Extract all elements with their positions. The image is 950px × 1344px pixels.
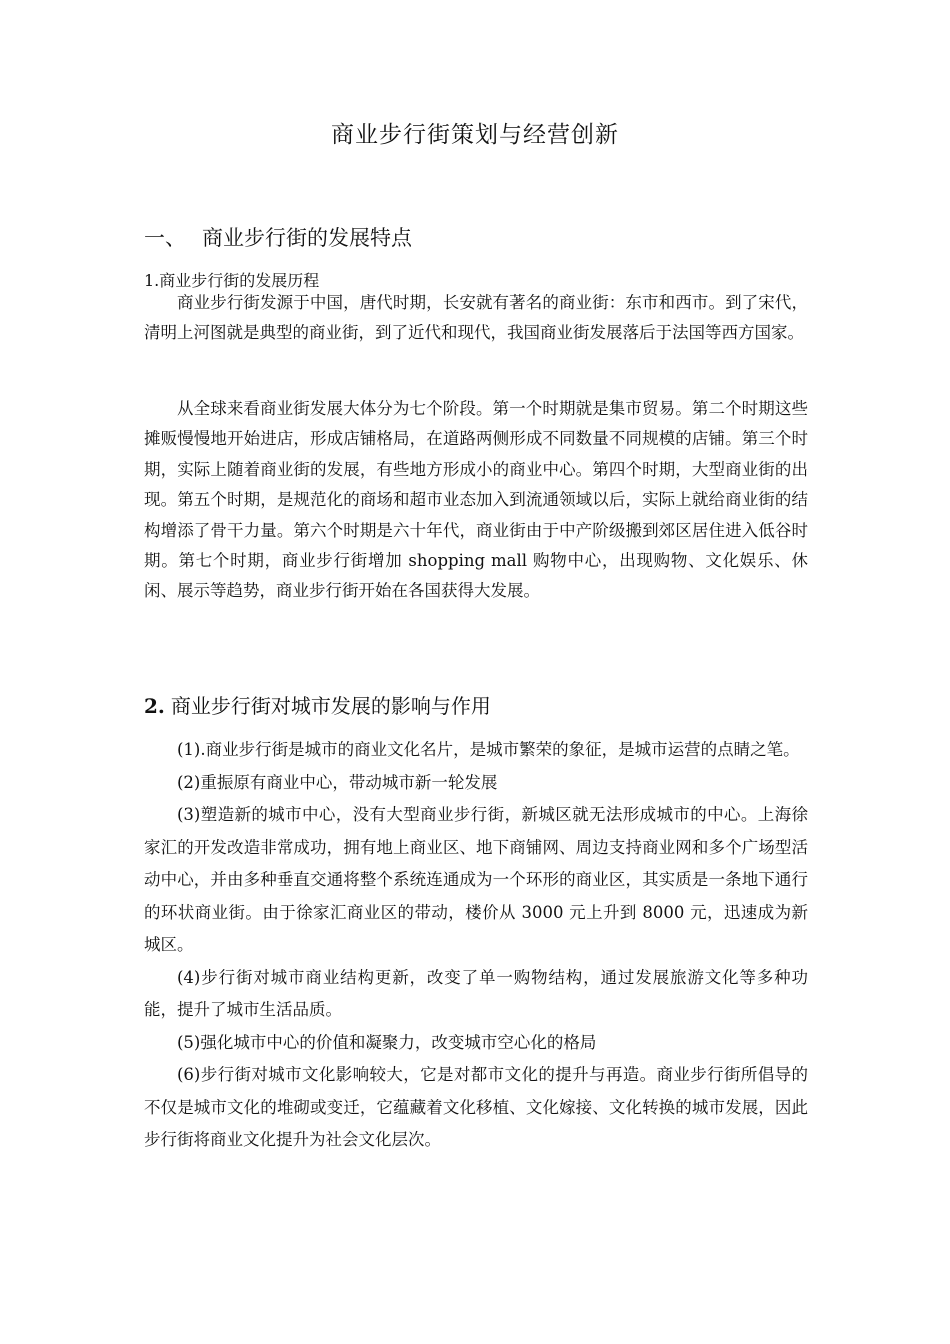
section-1-heading: [144, 222, 412, 252]
list-item: (1).商业步行街是城市的商业文化名片，是城市繁荣的象征，是城市运营的点睛之笔。: [177, 740, 800, 759]
section-2-heading: [144, 690, 491, 719]
list-item: (4)步行街对城市商业结构更新，改变了单一购物结构，通过发展旅游文化等多种功能，提升了城市生活品质。: [144, 967, 808, 1019]
list-item: (2)重振原有商业中心，带动城市新一轮发展: [177, 772, 498, 792]
list-item: (3)塑造新的城市中心，没有大型商业步行街，新城区就无法形成城市的中心。上海徐家汇的开发改造非常成功，拥有地上商业区、地下商铺网、周边支持商业网和多个广场型活动中心，并由多种垂直交通将整个系统连通成为一个环形的商业区，其实质是一条地下通行的环状商业街。由于徐家汇商业区的带动，楼价从 3000 元上升到 8000 元，迅速成为新城区。: [144, 805, 808, 954]
paragraph-history-origin: 商业步行街发源于中国，唐代时期，长安就有著名的商业街：东市和西市。到了宋代，清明上河图就是典型的商业街，到了近代和现代，我国商业街发展落后于法国等西方国家。: [144, 293, 808, 343]
paragraph-history-stages: 从全球来看商业街发展大体分为七个阶段。第一个时期就是集市贸易。第二个时期这些摊贩慢慢地开始进店，形成店铺格局，在道路两侧形成不同数量不同规模的店铺。第三个时期，实际上随着商业街的发展，有些地方形成小的商业中心。第四个时期，大型商业街的出现。第五个时期，是规范化的商场和超市业态加入到流通领域以后，实际上就给商业街的结构增添了骨干力量。第六个时期是六十年代，商业街由于中产阶级搬到郊区居住进入低谷时期。第七个时期，商业步行街增加 shopping mall 购物中心，出现购物、文化娱乐、休闲、展示等趋势，商业步行街开始在各国获得大发展。: [144, 399, 808, 601]
section-1-number: 一、: [144, 226, 186, 250]
section-2-title: 商业步行街对城市发展的影响与作用: [170, 694, 491, 718]
list-item: (6)步行街对城市文化影响较大，它是对都市文化的提升与再造。商业步行街所倡导的不仅是城市文化的堆砌或变迁，它蕴藏着文化移植、文化嫁接、文化转换的城市发展，因此步行街将商业文化提升为社会文化层次。: [144, 1065, 808, 1149]
section-1-title: 商业步行街的发展特点: [202, 226, 412, 250]
subsection-1-heading: 1.商业步行街的发展历程: [144, 271, 320, 290]
document-title: 商业步行街策划与经营创新: [331, 122, 619, 148]
impact-list: [144, 734, 808, 1157]
section-2-number: 2.: [144, 694, 165, 718]
list-item: (5)强化城市中心的价值和凝聚力，改变城市空心化的格局: [177, 1032, 597, 1052]
